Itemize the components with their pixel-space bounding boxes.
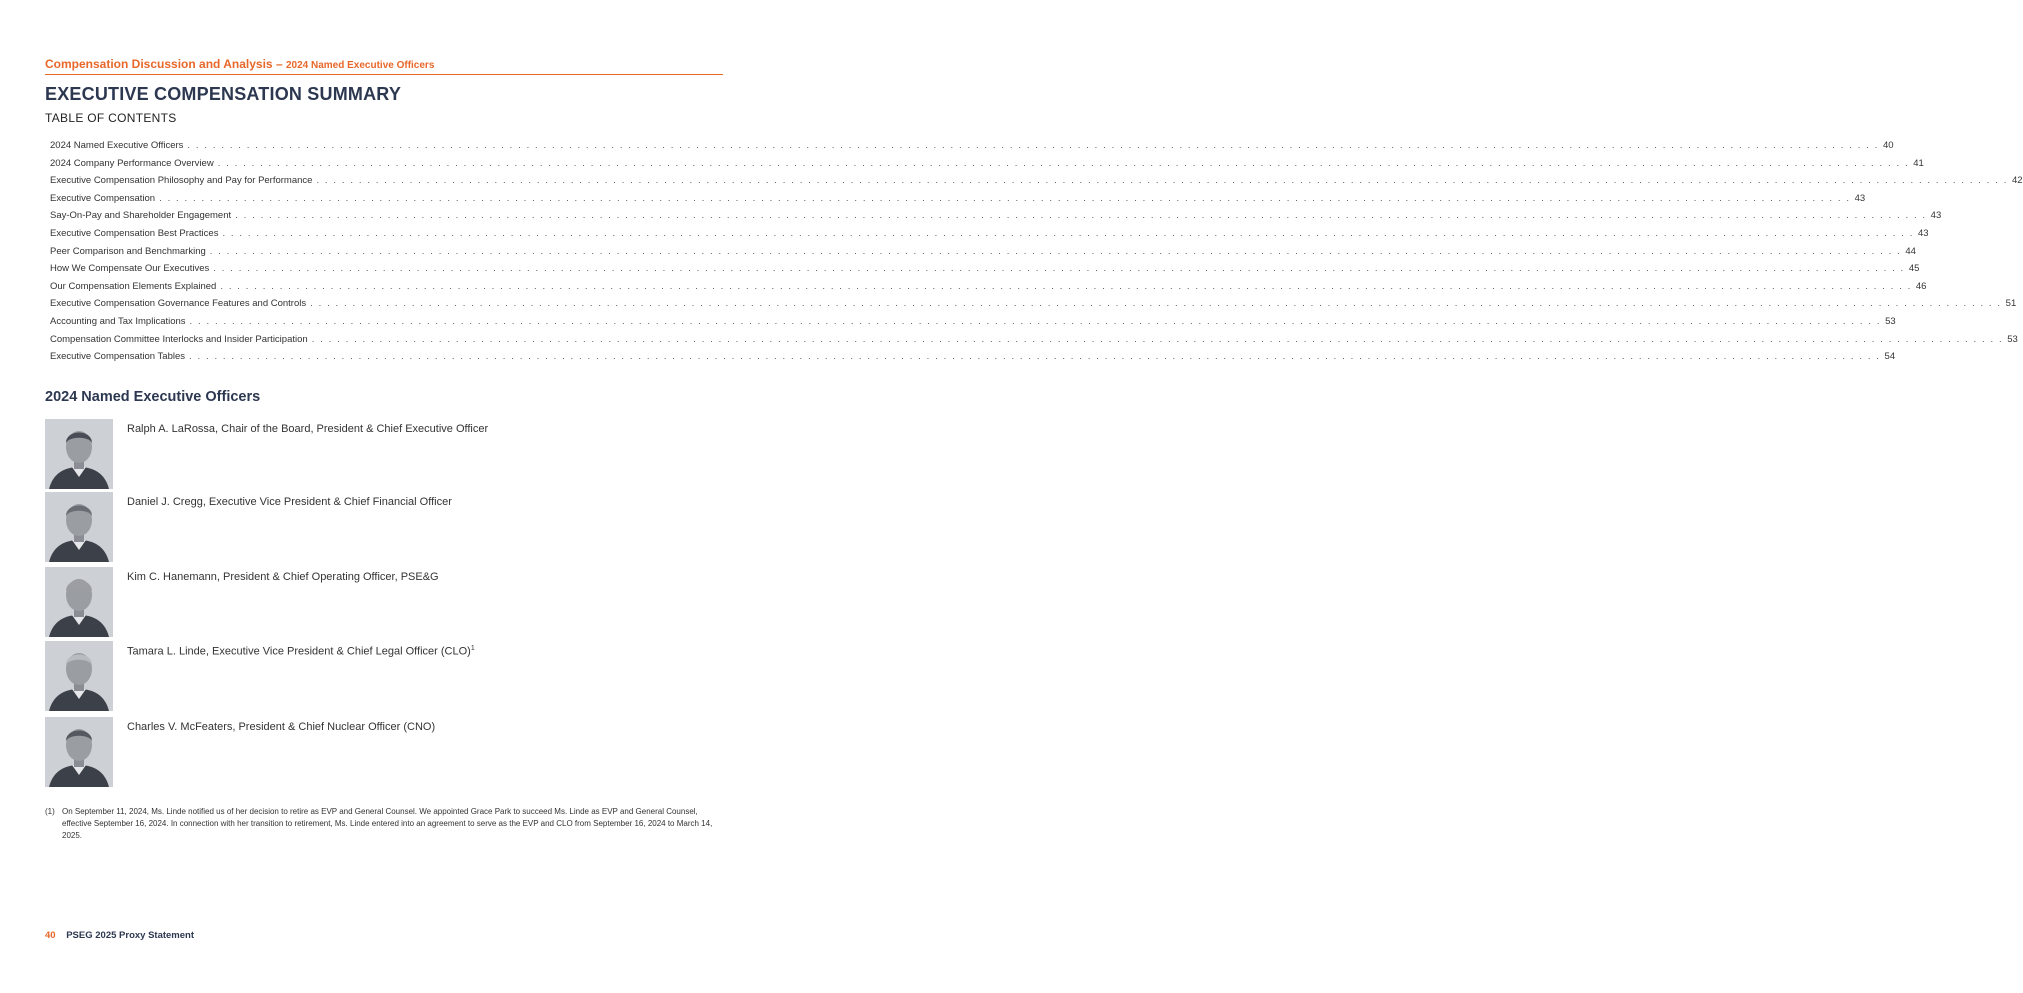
toc-entry-label: Say-On-Pay and Shareholder Engagement bbox=[50, 210, 232, 222]
toc-leader-dots: . . . . . . . . . . . . . . . . . . . . . . . . . . . . . . . . . . . . . . . . . . . . . . . . . . . . . . . . . . . . . . . . . . . . . . . . . . . . . . . . . . . . . . . . . . . . . . . . . . . . . . . . . . . . . . . . . . . . . . . . . . . . . . . . . . . . . . . . . . . . . . . . . . . . . . . . . . . . . . . . . . . . . . . . . . . . . . . . . . . . . . . . . . . . . . . . . . . . . . . . bbox=[316, 175, 2008, 187]
toc-entry[interactable] bbox=[50, 298, 2017, 316]
toc-entry[interactable] bbox=[50, 175, 2023, 193]
executive-entry bbox=[45, 567, 725, 637]
executive-name-title bbox=[127, 496, 452, 508]
toc-entry[interactable] bbox=[50, 227, 1929, 246]
toc-entry-page: 43 bbox=[1854, 192, 1866, 204]
toc-leader-dots: . . . . . . . . . . . . . . . . . . . . . . . . . . . . . . . . . . . . . . . . . . . . . . . . . . . . . . . . . . . . . . . . . . . . . . . . . . . . . . . . . . . . . . . . . . . . . . . . . . . . . . . . . . . . . . . . . . . . . . . . . . . . . . . . . . . . . . . . . . . . . . . . . . . . . . . . . . . . . . . . . . . . . . . . . . . . . . . . . . . . . . . . . . . . . . . . . . . . . . . . bbox=[187, 140, 1879, 151]
toc-entry-label: How We Compensate Our Executives bbox=[50, 263, 210, 275]
footnote-reference: 1 bbox=[470, 645, 475, 652]
toc-entry[interactable] bbox=[50, 351, 1896, 369]
toc-leader-dots: . . . . . . . . . . . . . . . . . . . . . . . . . . . . . . . . . . . . . . . . . . . . . . . . . . . . . . . . . . . . . . . . . . . . . . . . . . . . . . . . . . . . . . . . . . . . . . . . . . . . . . . . . . . . . . . . . . . . . . . . . . . . . . . . . . . . . . . . . . . . . . . . . . . . . . . . . . . . . . . . . . . . . . . . . . . . . . . . . . . . . . . . . . . . . . . . . . . . . . . . bbox=[213, 263, 1905, 275]
toc-entry[interactable] bbox=[50, 263, 1920, 281]
toc-entry-label: Executive Compensation bbox=[50, 192, 156, 204]
toc-entry-page: 43 bbox=[1917, 227, 1929, 239]
toc-entry-label: Executive Compensation Governance Features and Controls bbox=[50, 298, 307, 310]
executive-entry bbox=[45, 641, 725, 711]
executive-entry bbox=[45, 492, 725, 562]
toc-entry-page: 53 bbox=[2007, 333, 2018, 345]
toc-entry-page: 41 bbox=[1913, 157, 1924, 169]
toc-entry-page: 51 bbox=[2005, 298, 2017, 310]
executive-photo bbox=[45, 641, 113, 711]
executive-photo bbox=[45, 717, 113, 787]
toc-entry-label: Peer Comparison and Benchmarking bbox=[50, 245, 206, 257]
executive-name-title bbox=[127, 571, 439, 583]
toc-entry-page: 40 bbox=[1882, 140, 1894, 151]
toc-entry-label: Executive Compensation Best Practices bbox=[50, 227, 219, 239]
executive-photo bbox=[45, 567, 113, 637]
toc-leader-dots: . . . . . . . . . . . . . . . . . . . . . . . . . . . . . . . . . . . . . . . . . . . . . . . . . . . . . . . . . . . . . . . . . . . . . . . . . . . . . . . . . . . . . . . . . . . . . . . . . . . . . . . . . . . . . . . . . . . . . . . . . . . . . . . . . . . . . . . . . . . . . . . . . . . . . . . . . . . . . . . . . . . . . . . . . . . . . . . . . . . . . . . . . . . . . . . . . . . . . . . . bbox=[159, 192, 1851, 204]
page-footer bbox=[45, 930, 194, 941]
executive-name: Tamara L. Linde, Executive Vice President & Chief Legal Officer (CLO) bbox=[127, 645, 471, 658]
toc-entry-page: 42 bbox=[2011, 175, 2023, 187]
table-of-contents bbox=[50, 140, 2023, 369]
toc-entry[interactable] bbox=[50, 315, 1896, 334]
toc-leader-dots: . . . . . . . . . . . . . . . . . . . . . . . . . . . . . . . . . . . . . . . . . . . . . . . . . . . . . . . . . . . . . . . . . . . . . . . . . . . . . . . . . . . . . . . . . . . . . . . . . . . . . . . . . . . . . . . . . . . . . . . . . . . . . . . . . . . . . . . . . . . . . . . . . . . . . . . . . . . . . . . . . . . . . . . . . . . . . . . . . . . . . . . . . . . . . . . . . . . . . . . . bbox=[311, 333, 2004, 345]
section-title: Compensation Discussion and Analysis – bbox=[45, 57, 283, 71]
executive-entry bbox=[45, 419, 725, 489]
toc-entry[interactable] bbox=[50, 157, 1924, 176]
toc-leader-dots: . . . . . . . . . . . . . . . . . . . . . . . . . . . . . . . . . . . . . . . . . . . . . . . . . . . . . . . . . . . . . . . . . . . . . . . . . . . . . . . . . . . . . . . . . . . . . . . . . . . . . . . . . . . . . . . . . . . . . . . . . . . . . . . . . . . . . . . . . . . . . . . . . . . . . . . . . . . . . . . . . . . . . . . . . . . . . . . . . . . . . . . . . . . . . . . . . . . . . . . . bbox=[220, 280, 1912, 292]
toc-entry[interactable] bbox=[50, 280, 1927, 299]
executive-photo bbox=[45, 419, 113, 489]
toc-entry-page: 53 bbox=[1885, 315, 1896, 327]
document-title: PSEG 2025 Proxy Statement bbox=[66, 930, 195, 941]
toc-entry-label: Compensation Committee Interlocks and Insider Participation bbox=[50, 333, 308, 345]
toc-leader-dots: . . . . . . . . . . . . . . . . . . . . . . . . . . . . . . . . . . . . . . . . . . . . . . . . . . . . . . . . . . . . . . . . . . . . . . . . . . . . . . . . . . . . . . . . . . . . . . . . . . . . . . . . . . . . . . . . . . . . . . . . . . . . . . . . . . . . . . . . . . . . . . . . . . . . . . . . . . . . . . . . . . . . . . . . . . . . . . . . . . . . . . . . . . . . . . . . . . . . . . . . bbox=[222, 227, 1914, 239]
toc-entry[interactable] bbox=[50, 245, 1916, 264]
toc-entry[interactable] bbox=[50, 210, 1942, 228]
page-title: EXECUTIVE COMPENSATION SUMMARY bbox=[45, 84, 402, 104]
neo-heading: 2024 Named Executive Officers bbox=[45, 389, 261, 405]
toc-leader-dots: . . . . . . . . . . . . . . . . . . . . . . . . . . . . . . . . . . . . . . . . . . . . . . . . . . . . . . . . . . . . . . . . . . . . . . . . . . . . . . . . . . . . . . . . . . . . . . . . . . . . . . . . . . . . . . . . . . . . . . . . . . . . . . . . . . . . . . . . . . . . . . . . . . . . . . . . . . . . . . . . . . . . . . . . . . . . . . . . . . . . . . . . . . . . . . . . . . . . . . . . bbox=[189, 315, 1882, 327]
subsection-title: 2024 Named Executive Officers bbox=[285, 60, 435, 71]
toc-entry-label: 2024 Named Executive Officers bbox=[50, 140, 184, 151]
toc-heading: TABLE OF CONTENTS bbox=[45, 111, 177, 125]
executive-name-title bbox=[127, 423, 488, 435]
executive-name: Charles V. McFeaters, President & Chief Nuclear Officer (CNO) bbox=[127, 721, 436, 733]
toc-entry-label: Executive Compensation Philosophy and Pay for Performance bbox=[50, 175, 313, 187]
executive-name-title bbox=[127, 645, 475, 658]
toc-leader-dots: . . . . . . . . . . . . . . . . . . . . . . . . . . . . . . . . . . . . . . . . . . . . . . . . . . . . . . . . . . . . . . . . . . . . . . . . . . . . . . . . . . . . . . . . . . . . . . . . . . . . . . . . . . . . . . . . . . . . . . . . . . . . . . . . . . . . . . . . . . . . . . . . . . . . . . . . . . . . . . . . . . . . . . . . . . . . . . . . . . . . . . . . . . . . . . . . . . . . . . . . bbox=[217, 157, 1910, 169]
executive-name-title bbox=[127, 721, 435, 733]
footnote-text: On September 11, 2024, Ms. Linde notified us of her decision to retire as EVP and General Counsel. We appointed Grace Park to succeed Ms. Linde as EVP and General Counsel, effective September 16, 2024. In connection with her transition to retirement, Ms. Linde entered into an agreement to serve as the EVP and CLO from September 16, 2024 to March 14, 2025. bbox=[62, 807, 713, 840]
executive-photo bbox=[45, 492, 113, 562]
toc-entry-label: Our Compensation Elements Explained bbox=[50, 280, 217, 292]
toc-entry[interactable] bbox=[50, 192, 1866, 211]
toc-entry[interactable] bbox=[50, 140, 1894, 158]
toc-leader-dots: . . . . . . . . . . . . . . . . . . . . . . . . . . . . . . . . . . . . . . . . . . . . . . . . . . . . . . . . . . . . . . . . . . . . . . . . . . . . . . . . . . . . . . . . . . . . . . . . . . . . . . . . . . . . . . . . . . . . . . . . . . . . . . . . . . . . . . . . . . . . . . . . . . . . . . . . . . . . . . . . . . . . . . . . . . . . . . . . . . . . . . . . . . . . . . . . . . . . . . . . bbox=[310, 298, 2002, 310]
toc-leader-dots: . . . . . . . . . . . . . . . . . . . . . . . . . . . . . . . . . . . . . . . . . . . . . . . . . . . . . . . . . . . . . . . . . . . . . . . . . . . . . . . . . . . . . . . . . . . . . . . . . . . . . . . . . . . . . . . . . . . . . . . . . . . . . . . . . . . . . . . . . . . . . . . . . . . . . . . . . . . . . . . . . . . . . . . . . . . . . . . . . . . . . . . . . . . . . . . . . . . . . . . . bbox=[235, 210, 1927, 222]
executive-entry bbox=[45, 717, 725, 787]
executive-name: Kim C. Hanemann, President & Chief Operating Officer, PSE&G bbox=[127, 571, 439, 583]
toc-entry-label: Executive Compensation Tables bbox=[50, 351, 186, 363]
executive-name: Daniel J. Cregg, Executive Vice President & Chief Financial Officer bbox=[127, 496, 452, 508]
page-number: 40 bbox=[45, 930, 56, 941]
section-header bbox=[45, 57, 723, 75]
toc-entry-page: 44 bbox=[1905, 245, 1916, 257]
footnote-marker: (1) bbox=[45, 807, 55, 816]
toc-leader-dots: . . . . . . . . . . . . . . . . . . . . . . . . . . . . . . . . . . . . . . . . . . . . . . . . . . . . . . . . . . . . . . . . . . . . . . . . . . . . . . . . . . . . . . . . . . . . . . . . . . . . . . . . . . . . . . . . . . . . . . . . . . . . . . . . . . . . . . . . . . . . . . . . . . . . . . . . . . . . . . . . . . . . . . . . . . . . . . . . . . . . . . . . . . . . . . . . . . . . . . . . bbox=[189, 351, 1881, 363]
toc-entry-label: Accounting and Tax Implications bbox=[50, 315, 186, 327]
toc-entry[interactable] bbox=[50, 333, 2018, 352]
toc-entry-page: 45 bbox=[1908, 263, 1920, 275]
toc-entry-label: 2024 Company Performance Overview bbox=[50, 157, 214, 169]
toc-entry-page: 54 bbox=[1884, 351, 1896, 363]
toc-entry-page: 46 bbox=[1915, 280, 1927, 292]
executive-name: Ralph A. LaRossa, Chair of the Board, President & Chief Executive Officer bbox=[127, 423, 489, 435]
toc-leader-dots: . . . . . . . . . . . . . . . . . . . . . . . . . . . . . . . . . . . . . . . . . . . . . . . . . . . . . . . . . . . . . . . . . . . . . . . . . . . . . . . . . . . . . . . . . . . . . . . . . . . . . . . . . . . . . . . . . . . . . . . . . . . . . . . . . . . . . . . . . . . . . . . . . . . . . . . . . . . . . . . . . . . . . . . . . . . . . . . . . . . . . . . . . . . . . . . . . . . . . . . . bbox=[209, 245, 1902, 257]
footnote bbox=[45, 806, 725, 842]
toc-entry-page: 43 bbox=[1930, 210, 1942, 222]
